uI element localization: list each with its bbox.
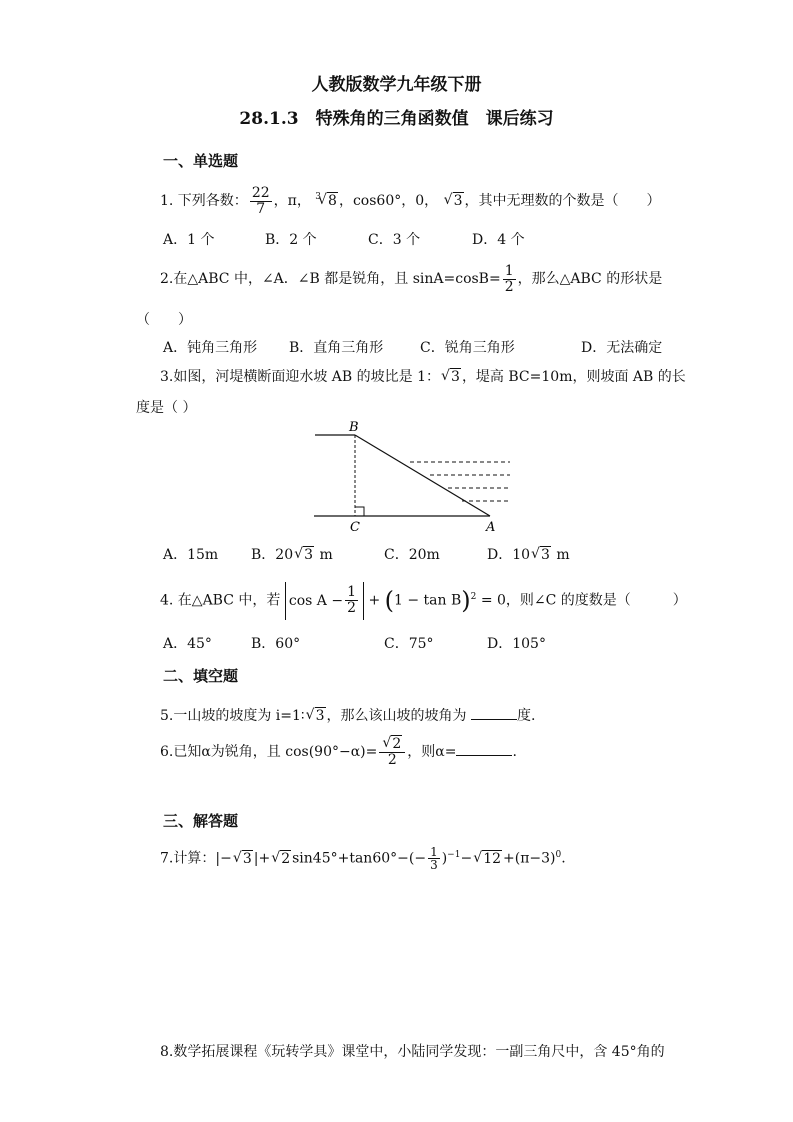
q1-option-d[interactable]: D．4 个 bbox=[472, 232, 525, 248]
q1-fraction bbox=[250, 186, 272, 216]
q7-part-6: +(π−3) bbox=[503, 850, 556, 867]
label-c: C bbox=[350, 520, 360, 535]
q7-end: . bbox=[561, 850, 566, 867]
question-7 bbox=[160, 840, 566, 874]
q7-part-3: sin45°+tan60°−(− bbox=[292, 850, 427, 867]
q7-sqrt-1 bbox=[233, 844, 253, 874]
q5-prefix: 5.一山坡的坡度为 i=1∶ bbox=[160, 708, 305, 724]
q4-frac-num: 1 bbox=[347, 584, 356, 601]
q7-frac-num: 1 bbox=[430, 844, 438, 859]
q1-frac-den: 7 bbox=[256, 200, 266, 217]
q7-sqrt-3 bbox=[473, 844, 502, 874]
q1-option-b[interactable]: B．2 个 bbox=[265, 232, 317, 248]
q3-opt-b-sqrt bbox=[294, 547, 314, 563]
question-3 bbox=[160, 366, 686, 386]
q3-opt-d-unit: m bbox=[551, 547, 570, 563]
q3-opt-d-sqrt bbox=[531, 547, 551, 563]
q3-option-a[interactable]: A．15m bbox=[163, 547, 219, 563]
q2-option-c[interactable]: C．锐角三角形 bbox=[420, 340, 515, 356]
q4-absolute-value bbox=[285, 582, 364, 620]
question-6 bbox=[160, 735, 517, 769]
q2-frac-num: 1 bbox=[504, 262, 514, 279]
q3-sqrt bbox=[441, 369, 461, 385]
q3-opt-b-unit: m bbox=[315, 547, 333, 563]
q5-sqrt bbox=[306, 708, 326, 724]
q7-fraction bbox=[428, 846, 440, 872]
q5-answer-blank[interactable] bbox=[471, 719, 517, 720]
q7-part-2: |+ bbox=[253, 850, 271, 867]
q7-radicand-3: 12 bbox=[483, 850, 502, 867]
section-heading-fill-blank: 二、填空题 bbox=[163, 667, 239, 685]
q6-prefix: 6.已知α为锐角，且 cos(90°−α)= bbox=[160, 744, 378, 760]
q3-opt-d-radicand: 3 bbox=[541, 547, 550, 563]
q7-prefix: 7.计算：|− bbox=[160, 850, 232, 867]
label-a: A bbox=[486, 520, 496, 535]
q7-radicand-1: 3 bbox=[242, 850, 252, 867]
q4-exponent: 2 bbox=[470, 592, 477, 602]
q4-option-b[interactable]: B．60° bbox=[251, 636, 301, 652]
q3-line2: 度是（ ） bbox=[136, 400, 197, 416]
q3-opt-d-pre: D．10 bbox=[487, 547, 531, 563]
q1-sqrt-radicand: 3 bbox=[453, 193, 463, 209]
q1-mid: ，cos60°，0， bbox=[338, 193, 439, 209]
q7-part-4: ) bbox=[441, 850, 448, 867]
page-title: 人教版数学九年级下册 bbox=[311, 75, 482, 95]
q2-suffix: ，那么△ABC 的形状是 bbox=[517, 271, 663, 287]
q4-frac-den: 2 bbox=[347, 600, 356, 617]
q7-exponent-2: 0 bbox=[555, 850, 562, 860]
question-5 bbox=[160, 705, 535, 725]
q6-end: . bbox=[512, 744, 517, 760]
q1-sqrt bbox=[444, 184, 464, 218]
q5-sqrt-radicand: 3 bbox=[315, 708, 325, 724]
page-subtitle: 28.1.3 特殊角的三角函数值 课后练习 bbox=[239, 109, 554, 129]
q4-suffix: = 0，则∠C 的度数是（ ） bbox=[480, 592, 687, 609]
q1-cbrt bbox=[318, 184, 338, 218]
q3-option-b[interactable] bbox=[251, 544, 333, 564]
slope-line-ab bbox=[355, 435, 490, 516]
q5-after: 度. bbox=[516, 708, 536, 724]
q4-plus: + bbox=[368, 592, 381, 609]
q1-frac-num: 22 bbox=[251, 184, 270, 201]
q2-option-b[interactable]: B．直角三角形 bbox=[289, 340, 384, 356]
question-4 bbox=[160, 576, 687, 622]
q1-suffix: ，其中无理数的个数是（ ） bbox=[464, 193, 661, 209]
q4-prefix: 4. 在△ABC 中，若 bbox=[160, 592, 281, 609]
q6-frac-den: 2 bbox=[387, 751, 397, 768]
label-b: B bbox=[349, 420, 359, 435]
q3-option-c[interactable]: C．20m bbox=[384, 547, 440, 563]
q1-option-a[interactable]: A．1 个 bbox=[163, 232, 215, 248]
section-heading-single-choice: 一、单选题 bbox=[163, 152, 239, 170]
question-8: 8.数学拓展课程《玩转学具》课堂中，小陆同学发现：一副三角尺中，含 45°角的 bbox=[160, 1044, 665, 1060]
q1-sep: ，π， bbox=[273, 193, 311, 209]
section-heading-solve: 三、解答题 bbox=[163, 812, 239, 830]
q2-fraction bbox=[503, 264, 516, 294]
q6-answer-blank[interactable] bbox=[456, 755, 512, 756]
q4-open-paren: ( bbox=[384, 586, 394, 615]
q1-cbrt-radicand: 8 bbox=[328, 193, 337, 209]
q2-prefix: 2.在△ABC 中，∠A．∠B 都是锐角，且 sinA=cosB= bbox=[160, 271, 501, 287]
question-1 bbox=[160, 180, 661, 218]
q5-suffix: ，那么该山坡的坡角为 bbox=[326, 708, 467, 724]
q3-sqrt-radicand: 3 bbox=[451, 369, 460, 385]
q6-fraction bbox=[379, 737, 405, 767]
q2-option-a[interactable]: A．钝角三角形 bbox=[163, 340, 258, 356]
q4-option-d[interactable]: D．105° bbox=[487, 636, 546, 652]
q3-opt-b-radicand: 3 bbox=[304, 547, 314, 563]
q4-paren-inner: 1 − tan B bbox=[394, 592, 462, 609]
q3-prefix: 3.如图，河堤横断面迎水坡 AB 的坡比是 1： bbox=[160, 369, 441, 385]
question-2 bbox=[160, 262, 662, 296]
q1-cbrt-index: 3 bbox=[315, 192, 322, 202]
q4-fraction bbox=[345, 585, 358, 615]
q1-prefix: 1. 下列各数： bbox=[160, 193, 248, 209]
q3-suffix: ，堤高 BC=10m，则坡面 AB 的长 bbox=[461, 369, 686, 385]
q3-option-d[interactable] bbox=[487, 544, 570, 564]
q6-suffix: ，则α= bbox=[407, 744, 457, 760]
q2-paren: （ ） bbox=[136, 312, 192, 328]
q4-option-a[interactable]: A．45° bbox=[163, 636, 212, 652]
q7-frac-den: 3 bbox=[430, 858, 438, 873]
q7-exponent-1: −1 bbox=[447, 850, 461, 860]
right-angle-mark bbox=[355, 507, 364, 516]
q7-part-5: − bbox=[460, 850, 473, 867]
q4-abs-inner: cos A − bbox=[288, 592, 344, 609]
q2-frac-den: 2 bbox=[504, 278, 514, 295]
q6-sqrt bbox=[382, 737, 402, 752]
q6-frac-num bbox=[379, 737, 405, 753]
q4-close-paren: ) bbox=[461, 586, 471, 615]
q4-option-c[interactable]: C．75° bbox=[384, 636, 434, 652]
q7-radicand-2: 2 bbox=[281, 850, 291, 867]
embankment-figure bbox=[300, 418, 520, 538]
q3-opt-b-pre: B．20 bbox=[251, 547, 294, 563]
q7-sqrt-2 bbox=[271, 844, 291, 874]
q2-option-d[interactable]: D．无法确定 bbox=[581, 340, 663, 356]
q1-option-c[interactable]: C．3 个 bbox=[368, 232, 421, 248]
q6-sqrt-radicand: 2 bbox=[392, 735, 402, 752]
